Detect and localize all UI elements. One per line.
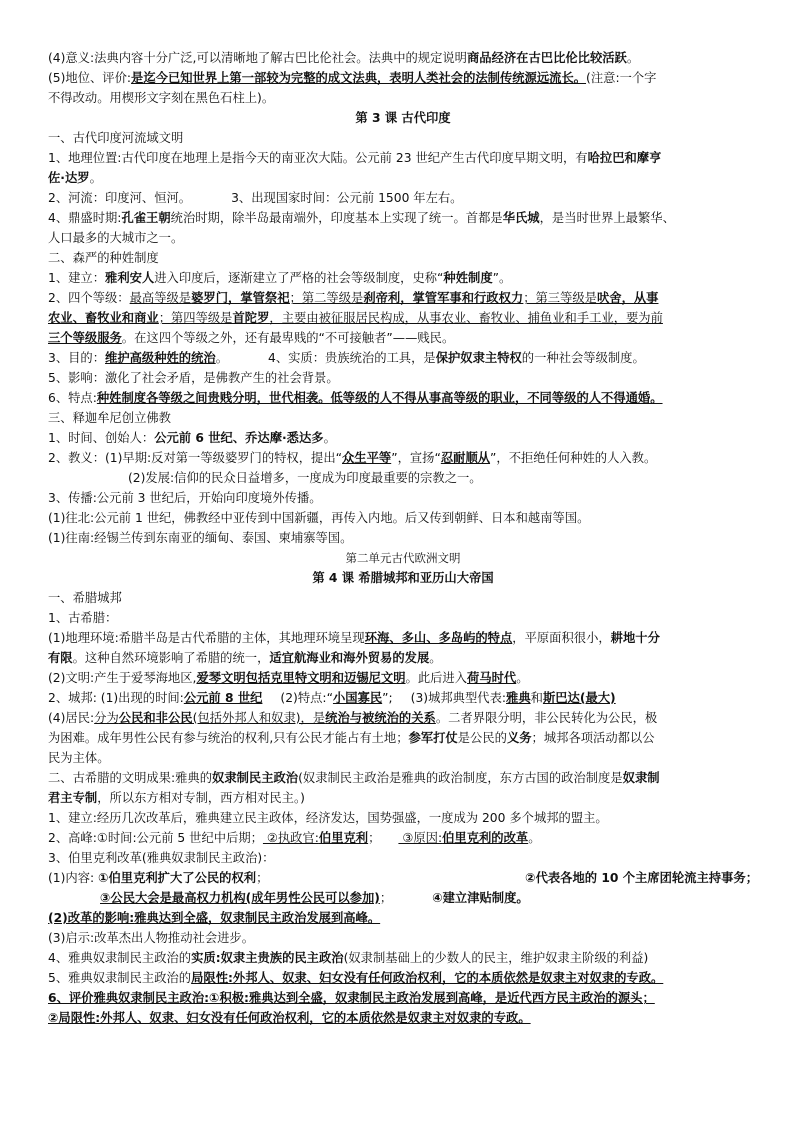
text-span: 人口最多的大城市之一。 xyxy=(48,231,184,245)
text-span: 实质:奴隶主贵族的民主政治 xyxy=(191,951,344,965)
text-span: 种姓制度 xyxy=(443,271,493,285)
text-span: 为困难。成年男性公民有参与统治的权利,只有公民才能占有土地； xyxy=(48,731,409,745)
text-span: 和 xyxy=(530,691,543,705)
text-span: (1)内容: xyxy=(48,871,99,885)
text-span: 三个等级服务 xyxy=(48,331,122,345)
text-span: 最高等级是 xyxy=(129,291,192,305)
text-span: 一、希腊城邦 xyxy=(48,591,122,605)
text-line xyxy=(48,688,758,708)
text-span: 5、雅典奴隶制民主政治的 xyxy=(48,971,192,985)
text-span: 雅典达到全盛，奴隶制民主政治发展到高峰，是近代西方民主政治的源头； xyxy=(248,991,655,1005)
text-line xyxy=(48,108,758,128)
text-span: 不得改动。用楔形文字刻在黑色石柱上)。 xyxy=(48,91,275,105)
text-span: 有限 xyxy=(48,651,73,665)
text-span: 分为 xyxy=(94,711,119,725)
text-span: 。此后进入 xyxy=(405,671,468,685)
text-line xyxy=(48,628,758,648)
text-span: 斯巴达(最大) xyxy=(542,691,616,705)
text-span: 3、传播:公元前 3 世纪后，开始向印度境外传播。 xyxy=(48,491,322,505)
text-span: (3)城邦典型代表: xyxy=(410,691,507,705)
text-line xyxy=(48,248,758,268)
text-line xyxy=(48,648,758,668)
text-span: 义务 xyxy=(506,731,532,745)
text-span: ；第三等级是 xyxy=(523,291,597,305)
text-span: 雅利安人 xyxy=(105,271,155,285)
text-span: (奴隶制基础上的少数人的民主，维护奴隶主阶级的利益) xyxy=(343,951,649,965)
document-page xyxy=(48,48,758,1028)
text-span: 5、影响：激化了社会矛盾，是佛教产生的社会背景。 xyxy=(48,371,339,385)
text-span: 2、高峰:①时间:公元前 5 世纪中后期； xyxy=(48,831,263,845)
text-span: 1、建立:经历几次改革后，雅典建立民主政体，经济发达，国势强盛，一度成为 200 多个城邦的盟主。 xyxy=(48,811,608,825)
text-span: 。在这四个等级之外，还有最卑贱的“不可接触者”——贱民。 xyxy=(121,331,455,345)
text-span: 三、释迦牟尼创立佛教 xyxy=(48,411,171,425)
text-line xyxy=(48,188,758,208)
text-span: 的一种社会等级制度。 xyxy=(521,351,645,365)
text-span: 4、雅典奴隶制民主政治的 xyxy=(48,951,192,965)
text-span: 6、评价雅典奴隶制民主政治:①积极: xyxy=(48,991,249,1005)
text-span: 首陀罗 xyxy=(232,311,270,325)
text-span: 奴隶制 xyxy=(622,771,660,785)
text-line xyxy=(48,168,758,188)
text-line xyxy=(48,808,758,828)
text-line xyxy=(48,748,758,768)
text-span: ，主要由被征服居民构成，从事农业、畜牧业、捕鱼业和手工业，要为前 xyxy=(269,311,663,325)
text-span: ④建立津贴制度。 xyxy=(432,891,529,905)
text-span: ”; xyxy=(382,691,393,705)
text-line xyxy=(48,828,758,848)
text-line xyxy=(48,1008,758,1028)
text-line xyxy=(48,68,758,88)
text-line xyxy=(48,708,758,728)
text-span: (1)往南:经锡兰传到东南亚的缅甸、泰国、柬埔寨等国。 xyxy=(48,531,353,545)
text-span: 环海、多山、多岛屿的特点 xyxy=(364,631,513,645)
text-span: 二、森严的种姓制度 xyxy=(48,251,159,265)
text-span: 哈拉巴和摩亨 xyxy=(587,151,662,165)
text-span: 农业、畜牧业和商业 xyxy=(48,311,159,325)
text-line xyxy=(48,948,758,968)
text-span: 1、时间、创始人： xyxy=(48,431,155,445)
text-span: ③原因: xyxy=(398,831,443,845)
text-line xyxy=(48,468,758,488)
text-span: (1)地理环境:希腊半岛是古代希腊的主体，其地理环境呈现 xyxy=(48,631,365,645)
text-span: 君主专制 xyxy=(48,791,98,805)
text-line xyxy=(48,988,758,1008)
text-line xyxy=(48,568,758,588)
text-span: 3、目的： xyxy=(48,351,106,365)
text-span: 进入印度后，逐渐建立了严格的社会等级制度，史称“ xyxy=(154,271,444,285)
text-span: ；第二等级是 xyxy=(289,291,364,305)
text-line xyxy=(48,208,758,228)
text-line xyxy=(48,768,758,788)
text-span: ，是当时世界上最繁华、 xyxy=(539,211,675,225)
text-span: ②局限性:外邦人、奴隶、妇女没有任何政治权利，它的本质依然是奴隶主对奴隶的专政。 xyxy=(48,1011,531,1025)
text-span: 。 xyxy=(516,671,529,685)
text-span: 适宜航海业和海外贸易的发展 xyxy=(269,651,430,665)
text-line xyxy=(48,888,758,908)
text-span: 华氏城 xyxy=(502,211,540,225)
text-span: 。 xyxy=(429,651,442,665)
text-span: 荷马时代 xyxy=(467,671,517,685)
text-span: ”，宣扬“ xyxy=(391,451,441,465)
text-span: 1、地理位置:古代印度在地理上是指今天的南亚次大陆。公元前 23 世纪产生古代印度早期文明，有 xyxy=(48,151,588,165)
text-span: (1)往北:公元前 1 世纪，佛教经中亚传到中国新疆，再传入内地。后又传到朝鲜、日本和越南等国。 xyxy=(48,511,590,525)
text-span: 孔雀王朝 xyxy=(121,211,171,225)
text-line xyxy=(48,908,758,928)
text-span: 。 xyxy=(89,171,102,185)
text-line xyxy=(48,148,758,168)
text-line xyxy=(48,868,758,888)
text-line xyxy=(48,588,758,608)
text-span: (4)居民: xyxy=(48,711,95,725)
text-line xyxy=(48,268,758,288)
text-span: (2)改革的影响: xyxy=(48,911,135,925)
text-span: 局限性:外邦人、奴隶、妇女没有任何政治权利，它的本质依然是奴隶主对奴隶的专政。 xyxy=(191,971,664,985)
text-line xyxy=(48,528,758,548)
text-span: 吠舍，从事 xyxy=(596,291,659,305)
text-line xyxy=(48,448,758,468)
text-line xyxy=(48,488,758,508)
text-span: ”，不拒绝任何种姓的人入教。 xyxy=(490,451,657,465)
text-span: 佐·达罗 xyxy=(48,171,90,185)
text-span: 3、出现国家时间：公元前 1500 年左右。 xyxy=(231,191,463,205)
text-span: 公元前 8 世纪 xyxy=(183,691,263,705)
text-span: ，掌管祭祀 xyxy=(228,291,290,305)
text-line xyxy=(48,348,758,368)
text-span: 2、河流：印度河、恒河。 xyxy=(48,191,192,205)
text-line xyxy=(48,428,758,448)
text-line xyxy=(48,548,758,568)
text-span: ； xyxy=(379,891,393,905)
text-span: (3)启示:改革杰出人物推动社会进步。 xyxy=(48,931,255,945)
text-span: 忍耐顺从 xyxy=(440,451,491,465)
text-span: 2、四个等级： xyxy=(48,291,130,305)
text-line xyxy=(48,388,758,408)
text-span: ；第四等级是 xyxy=(158,311,233,325)
text-span: 耕地十分 xyxy=(610,631,660,645)
text-span: 商品经济在古巴比伦比较活跃 xyxy=(466,51,627,65)
text-span: 。二者界限分明，非公民转化为公民，极 xyxy=(435,711,658,725)
text-line xyxy=(48,228,758,248)
text-span: 小国寡民 xyxy=(332,691,383,705)
text-span: ①伯里克利扩大了公民的权利 xyxy=(98,871,257,885)
text-span: 维护高级种姓的统治 xyxy=(105,351,216,365)
text-line xyxy=(48,508,758,528)
text-span: 4、实质：贵族统治的工具，是 xyxy=(268,351,436,365)
text-span: 第二单元古代欧洲文明 xyxy=(345,551,461,565)
text-line xyxy=(48,968,758,988)
text-span: 第 3 课 古代印度 xyxy=(355,111,451,125)
text-span: 。这种自然环境影响了希腊的统一， xyxy=(72,651,270,665)
text-line xyxy=(48,928,758,948)
text-line xyxy=(48,88,758,108)
text-span: 第 4 课 希腊城邦和亚历山大帝国 xyxy=(312,571,494,585)
text-span: (奴隶制民主政治是雅典的政治制度，东方古国的政治制度是 xyxy=(298,771,623,785)
text-span: 参军打仗 xyxy=(408,731,458,745)
text-span: (注意:一个字 xyxy=(586,71,657,85)
text-span: 伯里克利的改革 xyxy=(442,831,529,845)
text-span: (2)文明:产生于爱琴海地区, xyxy=(48,671,197,685)
text-span: ，所以东方相对专制，西方相对民主。) xyxy=(97,791,305,805)
text-span: 种姓制度各等级之间贵贱分明，世代相袭。低等级的人不得从事高等级的职业，不同等级的人不得通婚。 xyxy=(96,391,663,405)
text-line xyxy=(48,728,758,748)
text-span: ；城邦各项活动都以公 xyxy=(531,731,655,745)
text-span: 。 xyxy=(215,351,229,365)
text-span: ”。 xyxy=(492,271,512,285)
text-span: ③公民大会是最高权力机构(成年男性公民可以参加) xyxy=(100,891,380,905)
text-span: 众生平等 xyxy=(342,451,392,465)
text-span: 奴隶制民主政治 xyxy=(212,771,299,785)
text-span: 婆罗门 xyxy=(191,291,229,305)
text-line xyxy=(48,608,758,628)
text-span: 1、建立： xyxy=(48,271,106,285)
text-span: 公元前 6 世纪、乔达摩·悉达多 xyxy=(154,431,324,445)
text-span: (2)特点:“ xyxy=(280,691,333,705)
text-span: 雅典达到全盛，奴隶制民主政治发展到高峰。 xyxy=(134,911,381,925)
text-span: 是公民的 xyxy=(457,731,507,745)
text-span: 是迄今已知世界上第一部较为完整的成文法典，表明人类社会的法制传统源远流长。 xyxy=(131,71,587,85)
text-line xyxy=(48,128,758,148)
text-line xyxy=(48,368,758,388)
text-span: 雅典 xyxy=(506,691,531,705)
text-line xyxy=(48,328,758,348)
text-span: (2)发展:信仰的民众日益增多，一度成为印度最重要的宗教之一。 xyxy=(128,471,482,485)
text-span: 6、特点: xyxy=(48,391,97,405)
text-span: 刹帝利，掌管军事和行政权力 xyxy=(363,291,524,305)
text-line xyxy=(48,48,758,68)
text-line xyxy=(48,788,758,808)
text-span: (包括外邦人和奴隶)，是 xyxy=(192,711,326,725)
text-span: 1、古希腊： xyxy=(48,611,118,625)
text-span: 一、古代印度河流域文明 xyxy=(48,131,184,145)
text-line xyxy=(48,408,758,428)
text-span: ； xyxy=(368,831,381,845)
text-span: 二、古希腊的文明成果:雅典的 xyxy=(48,771,213,785)
text-span: ； xyxy=(256,871,269,885)
text-span: 保护奴隶主特权 xyxy=(435,351,522,365)
text-span: 统治与被统治的关系 xyxy=(325,711,436,725)
text-span: 3、伯里克利改革(雅典奴隶制民主政治)： xyxy=(48,851,275,865)
text-span: 民为主体。 xyxy=(48,751,110,765)
text-span: ②代表各地的 10 个主席团轮流主持事务； xyxy=(525,871,758,885)
text-span: 伯里克利 xyxy=(318,831,369,845)
text-line xyxy=(48,668,758,688)
text-span: (5)地位、评价: xyxy=(48,71,132,85)
text-span: 公民和非公民 xyxy=(118,711,193,725)
text-line xyxy=(48,848,758,868)
text-span: 2、城邦: (1)出现的时间: xyxy=(48,691,184,705)
text-line xyxy=(48,308,758,328)
text-span: 2、教义：(1)早期:反对第一等级婆罗门的特权，提出“ xyxy=(48,451,342,465)
text-span: 爱琴文明包括克里特文明和迈锡尼文明 xyxy=(196,671,406,685)
text-span: 。 xyxy=(528,831,541,845)
text-span: 。 xyxy=(323,431,336,445)
text-span: ，平原面积很小， xyxy=(512,631,611,645)
text-span: 统治时期，除半岛最南端外，印度基本上实现了统一。首都是 xyxy=(170,211,503,225)
text-span: (4)意义:法典内容十分广泛,可以清晰地了解古巴比伦社会。法典中的规定说明 xyxy=(48,51,467,65)
text-span: 4、鼎盛时期: xyxy=(48,211,122,225)
text-span: ②执政官: xyxy=(262,831,319,845)
text-line xyxy=(48,288,758,308)
text-span: 。 xyxy=(626,51,640,65)
